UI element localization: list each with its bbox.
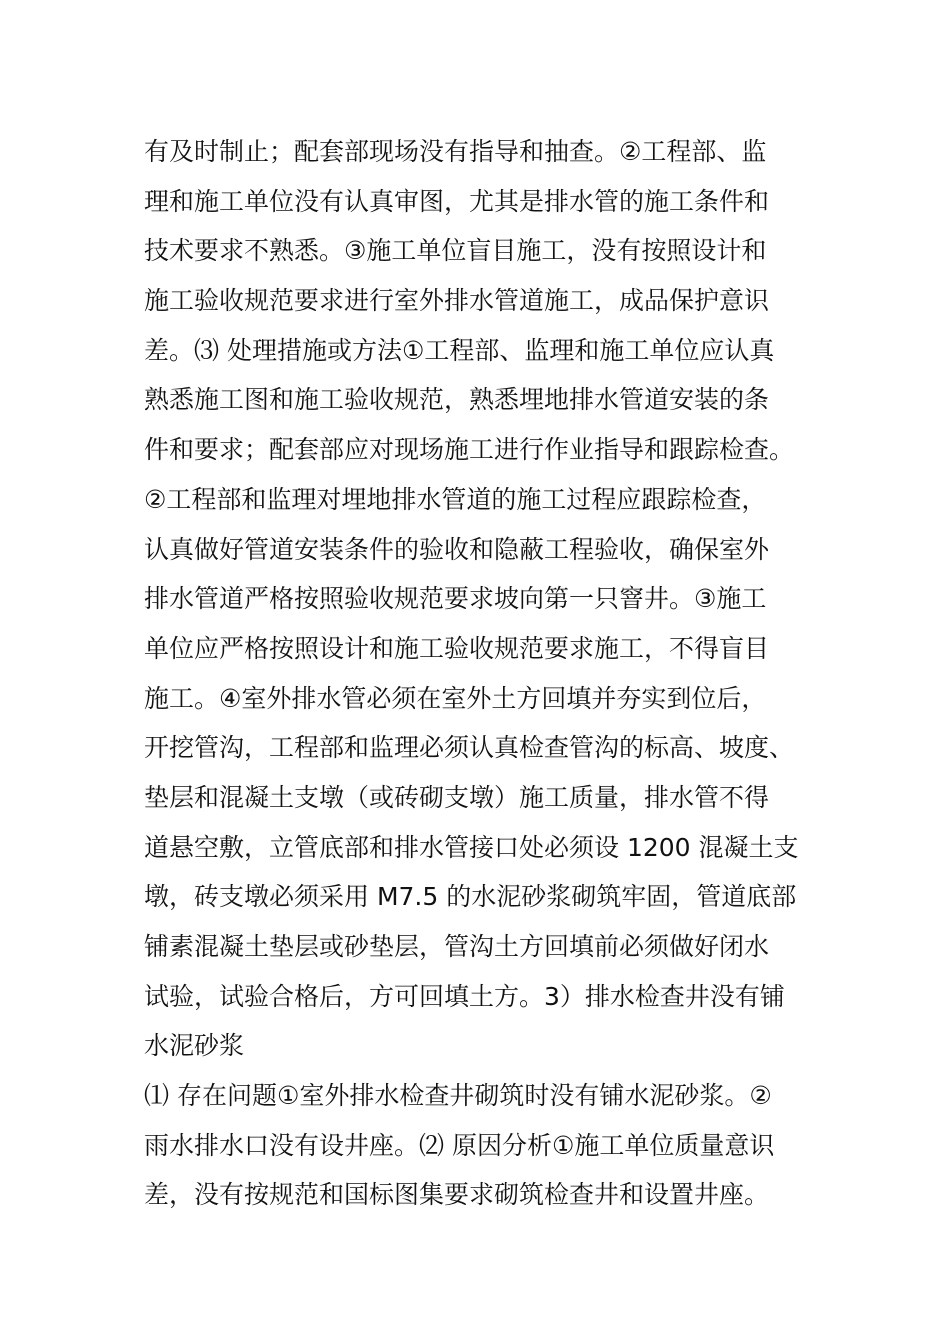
text-line: 件和要求；配套部应对现场施工进行作业指导和跟踪检查。 [144, 435, 795, 465]
text-line: ②工程部和监理对埋地排水管道的施工过程应跟踪检查， [144, 484, 767, 514]
text-line: 有及时制止；配套部现场没有指导和抽查。②工程部、监 [144, 137, 767, 166]
text-line: 施工。④室外排水管必须在室外土方回填并夯实到位后， [144, 683, 767, 713]
text-line: 垫层和混凝土支墩（或砖砌支墩）施工质量，排水管不得 [144, 782, 770, 812]
body-text [144, 127, 824, 1220]
text-line: 雨水排水口没有设井座。⑵ 原因分析①施工单位质量意识 [144, 1130, 775, 1160]
text-line: 熟悉施工图和施工验收规范，熟悉埋地排水管道安装的条 [144, 385, 770, 415]
text-line: 差，没有按规范和国标图集要求砌筑检查井和设置井座。 [144, 1180, 770, 1210]
text-line: 单位应严格按照设计和施工验收规范要求施工，不得盲目 [144, 633, 770, 663]
text-line: 差。⑶ 处理措施或方法①工程部、监理和施工单位应认真 [144, 335, 775, 365]
text-line: 墩，砖支墩必须采用 M7.5 的水泥砂浆砌筑牢固，管道底部 [144, 882, 797, 912]
text-line: 试验，试验合格后，方可回填土方。3）排水检查井没有铺 [144, 981, 785, 1011]
text-line: 道悬空敷，立管底部和排水管接口处必须设 1200 混凝土支 [144, 832, 799, 862]
text-line: 技术要求不熟悉。③施工单位盲目施工，没有按照设计和 [144, 236, 767, 266]
text-line: 开挖管沟，工程部和监理必须认真检查管沟的标高、坡度、 [144, 733, 795, 763]
text-line: 水泥砂浆 [144, 1031, 245, 1061]
text-line: ⑴ 存在问题①室外排水检查井砌筑时没有铺水泥砂浆。② [144, 1081, 772, 1111]
text-line: 施工验收规范要求进行室外排水管道施工，成品保护意识 [144, 286, 770, 316]
text-line: 铺素混凝土垫层或砂垫层，管沟土方回填前必须做好闭水 [144, 932, 770, 961]
text-line: 理和施工单位没有认真审图，尤其是排水管的施工条件和 [144, 186, 770, 216]
text-line: 认真做好管道安装条件的验收和隐蔽工程验收，确保室外 [144, 534, 770, 564]
text-line: 排水管道严格按照验收规范要求坡向第一只窨井。③施工 [144, 584, 767, 614]
